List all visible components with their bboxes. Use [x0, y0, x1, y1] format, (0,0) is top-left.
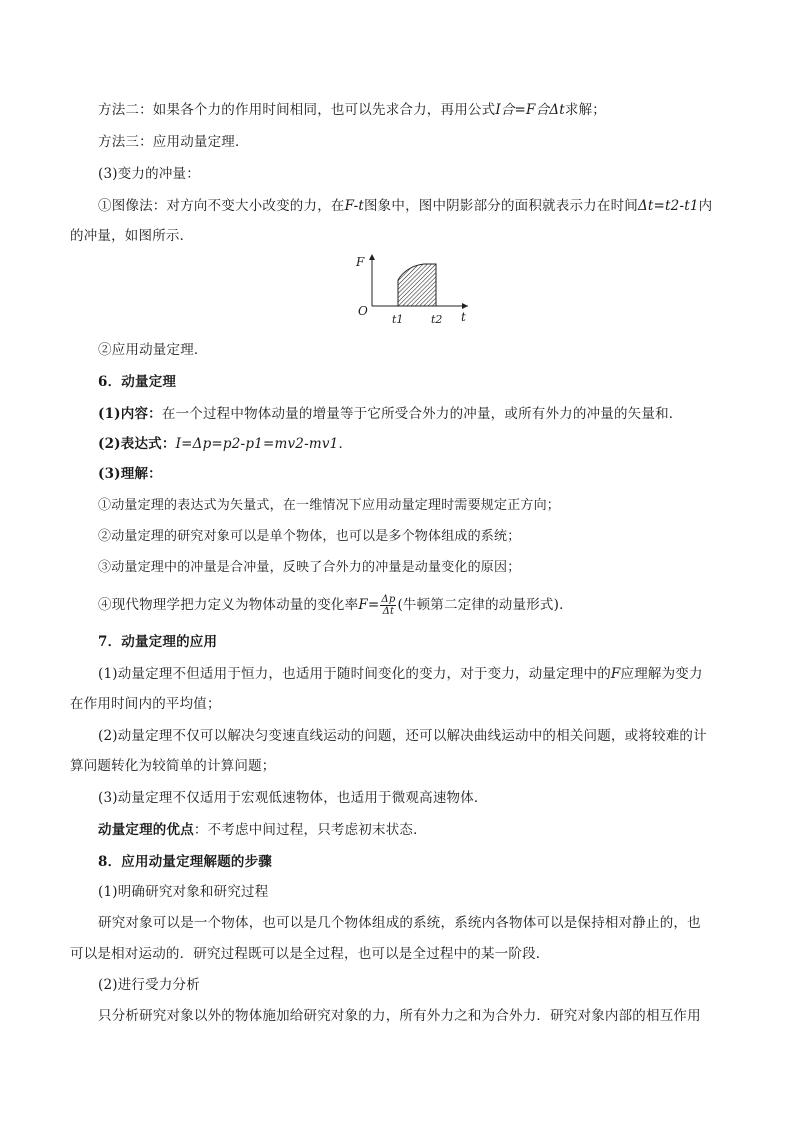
method-two-line — [98, 100, 606, 120]
section-6-content — [98, 404, 682, 424]
graph-method-text-a: ①图像法：对方向不变大小改变的力，在 — [98, 198, 345, 214]
section-7-item-1a — [98, 664, 703, 684]
shaded-area — [398, 264, 436, 306]
section-7-item-2a: (2)动量定理不仅可以解决匀变速直线运动的问题，还可以解决曲线运动中的相关问题，或将较难的计 — [98, 728, 707, 744]
section-8-step-1b: 可以是相对运动的．研究过程既可以是全过程，也可以是全过程中的某一阶段． — [70, 946, 550, 962]
graph-method-ft: F-t — [344, 198, 364, 214]
f-axis-arrow — [369, 254, 375, 260]
graph-method-line-2: 的冲量，如图所示． — [70, 228, 194, 244]
section-7-item-3: (3)动量定理不仅适用于宏观低速物体，也适用于微观高速物体． — [98, 790, 488, 806]
understanding-d-text: ④现代物理学把力定义为物体动量的变化率 — [98, 597, 359, 613]
section-6-understanding: (3)理解： — [98, 466, 162, 482]
section-6-expression — [98, 434, 352, 454]
section-8-step-1: (1)明确研究对象和研究过程 — [98, 884, 269, 900]
method-two-formula: I合=F合Δt — [495, 102, 565, 118]
t-axis-arrow — [462, 303, 468, 309]
f-axis-label: F — [356, 255, 365, 269]
advantage-line — [98, 820, 427, 840]
ft-graph-svg — [350, 252, 475, 330]
content-text: 在一个过程中物体动量的增量等于它所受合外力的冲量，或所有外力的冲量的矢量和． — [161, 406, 683, 422]
section-8-step-2: (2)进行受力分析 — [98, 977, 200, 993]
fraction-denominator: Δt — [382, 606, 395, 617]
understanding-d-end: (牛顿第二定律的动量形式)． — [397, 597, 573, 613]
content-label: (1)内容： — [98, 406, 162, 422]
section-8-step-1a: 研究对象可以是一个物体，也可以是几个物体组成的系统，系统内各物体可以是保持相对静止的，也 — [98, 915, 701, 931]
understanding-d — [98, 592, 573, 618]
method-two-text: 方法二：如果各个力的作用时间相同，也可以先求合力，再用公式 — [98, 102, 496, 118]
section-8-title: 8．应用动量定理解题的步骤 — [98, 854, 272, 870]
expression-end: ． — [338, 436, 353, 452]
graph-method-line-1 — [98, 196, 712, 216]
t2-label: t2 — [431, 313, 443, 326]
item-1a-f: F — [610, 666, 621, 682]
section-7-title: 7．动量定理的应用 — [98, 634, 218, 650]
advantage-label: 动量定理的优点 — [98, 822, 194, 838]
dp-dt-fraction — [380, 594, 396, 617]
item-1a-text: (1)动量定理不但适用于恒力，也适用于随时间变化的变力，对于变力，动量定理中的 — [98, 666, 611, 682]
section-8-step-2a: 只分析研究对象以外的物体施加给研究对象的力，所有外力之和为合外力．研究对象内部的相互作用 — [98, 1008, 701, 1024]
graph-method-text-b: 图象中，图中阴影部分的面积就表示力在时间 — [363, 198, 638, 214]
understanding-c: ③动量定理中的冲量是合冲量，反映了合外力的冲量是动量变化的原因； — [98, 560, 521, 575]
expression-label: (2)表达式： — [98, 436, 176, 452]
t-axis-label: t — [461, 310, 466, 324]
item-1a-end: 应理解为变力 — [620, 666, 703, 682]
understanding-b: ②动量定理的研究对象可以是单个物体，也可以是多个物体组成的系统； — [98, 529, 521, 544]
section-7-item-2b: 算问题转化为较简单的计算问题； — [70, 758, 276, 774]
variable-force-title: (3)变力的冲量： — [98, 166, 200, 182]
section-7-item-1b: 在作用时间内的平均值； — [70, 696, 221, 712]
graph-method-dt: Δt=t2-t1 — [637, 198, 699, 214]
expression-formula: I=Δp=p2-p1=mv2-mv1 — [175, 436, 339, 452]
advantage-text: ：不考虑中间过程，只考虑初末状态． — [193, 822, 427, 838]
origin-label: O — [358, 304, 368, 318]
t1-label: t1 — [392, 313, 404, 326]
ft-graph-figure — [350, 252, 475, 330]
fraction-numerator: Δp — [381, 594, 396, 605]
method-two-end: 求解； — [564, 102, 607, 118]
understanding-d-f: F= — [358, 597, 380, 613]
understanding-a: ①动量定理的表达式为矢量式，在一维情况下应用动量定理时需要规定正方向； — [98, 498, 561, 513]
apply-theorem-line: ②应用动量定理． — [98, 342, 208, 358]
graph-method-text-c: 内 — [698, 198, 713, 214]
section-6-title: 6．动量定理 — [98, 374, 177, 390]
method-three-line: 方法三：应用动量定理． — [98, 134, 249, 150]
